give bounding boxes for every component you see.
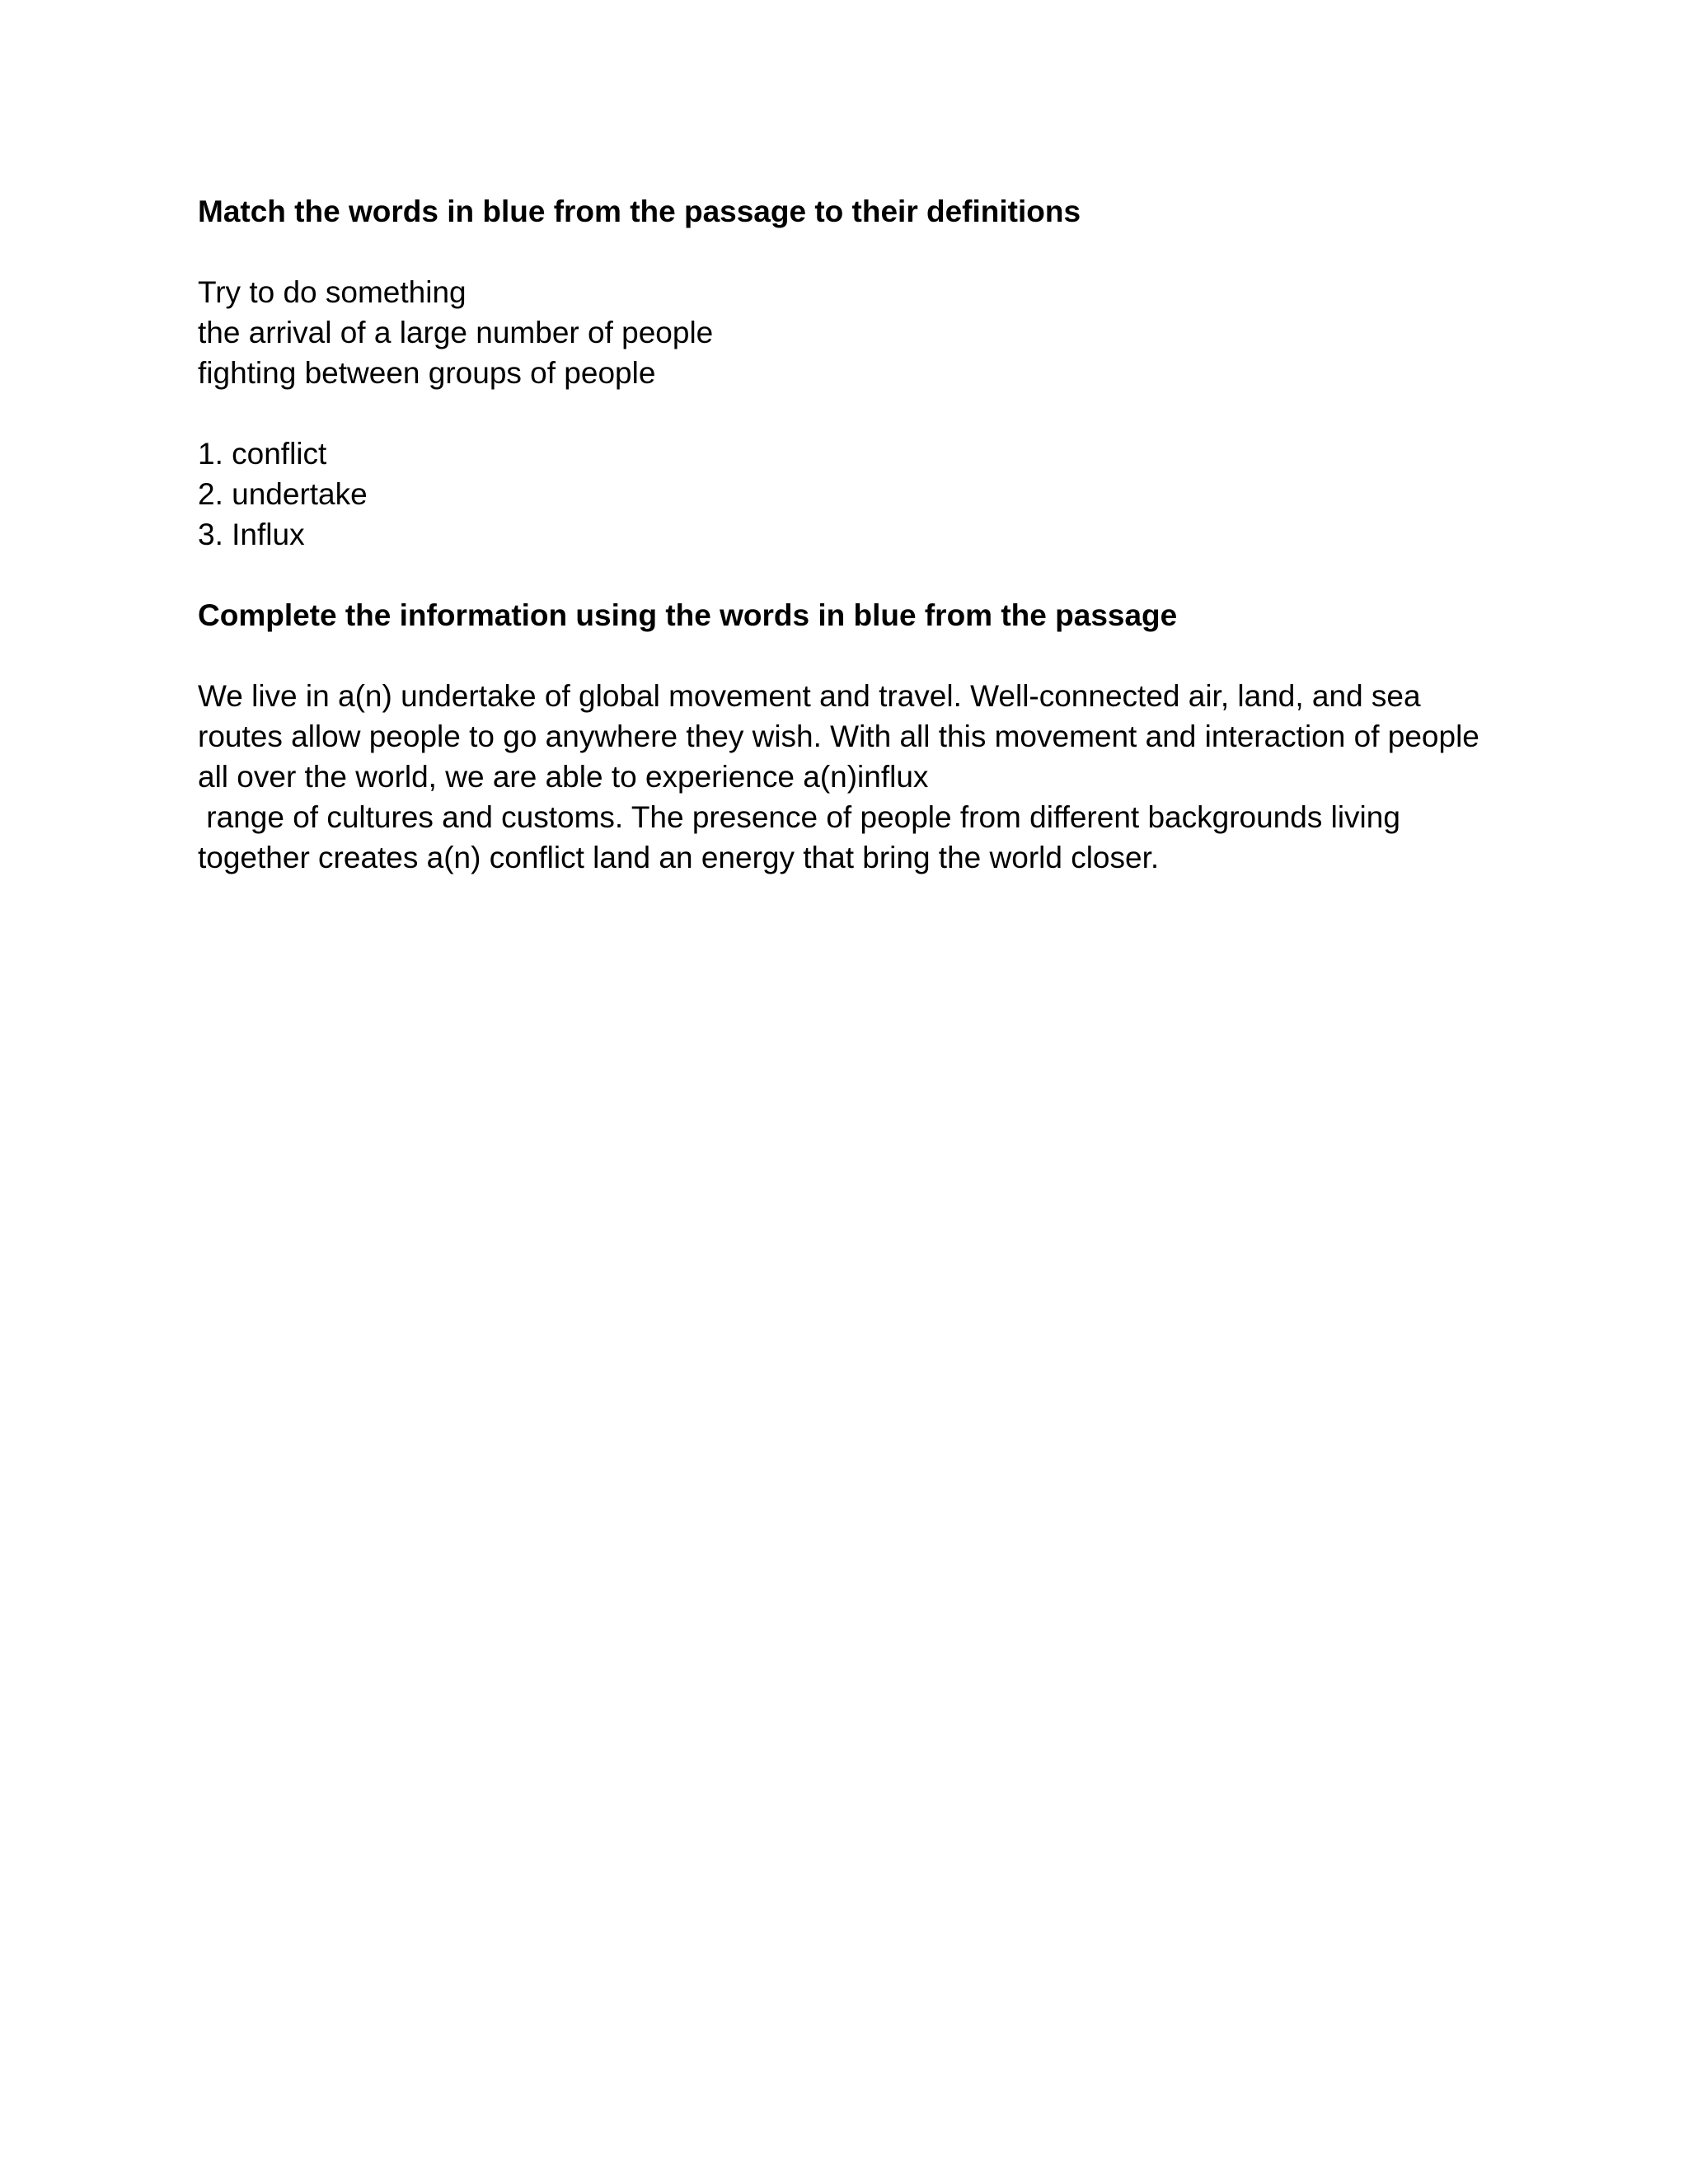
- word-item: 3. Influx: [198, 518, 305, 551]
- passage-line: together creates a(n) conflict land an energy that bring the world closer.: [198, 841, 1160, 874]
- definition-item: the arrival of a large number of people: [198, 316, 714, 349]
- definitions-list: [198, 272, 1500, 393]
- document-page: [198, 191, 1500, 878]
- word-list: [198, 434, 1500, 555]
- spacer: [198, 635, 1500, 676]
- definition-item: Try to do something: [198, 275, 467, 309]
- passage-line: We live in a(n) undertake of global movement and travel. Well-connected air, land, and sea: [198, 679, 1421, 713]
- spacer: [198, 232, 1500, 272]
- spacer: [198, 555, 1500, 595]
- definition-item: fighting between groups of people: [198, 356, 656, 390]
- section2-heading: Complete the information using the words in blue from the passage: [198, 598, 1178, 632]
- passage-line: all over the world, we are able to experience a(n)influx: [198, 760, 929, 794]
- passage-line: routes allow people to go anywhere they wish. With all this movement and interaction of people: [198, 719, 1479, 753]
- passage: [198, 676, 1500, 878]
- word-item: 2. undertake: [198, 477, 368, 511]
- word-item: 1. conflict: [198, 437, 327, 471]
- section1-heading: Match the words in blue from the passage to their definitions: [198, 194, 1081, 228]
- spacer: [198, 393, 1500, 434]
- passage-line: range of cultures and customs. The presence of people from different backgrounds living: [198, 800, 1400, 834]
